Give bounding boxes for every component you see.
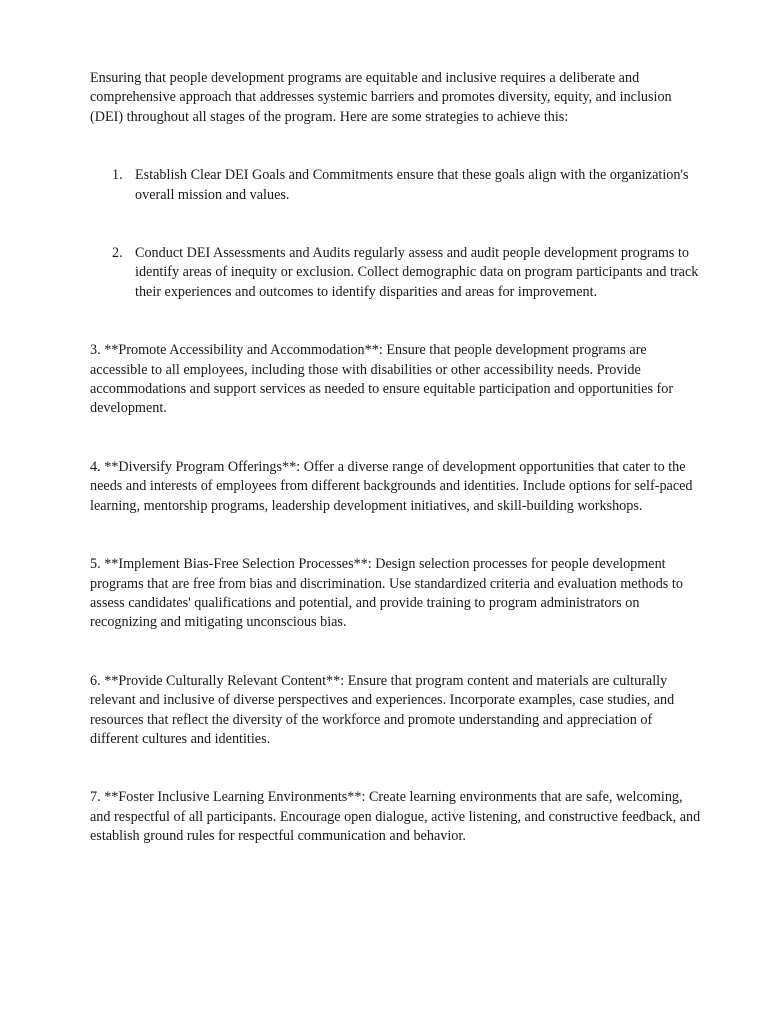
strategy-paragraph-3: 3. **Promote Accessibility and Accommodation**: Ensure that people development programs are accessible to all employees, including those with disabilities or other accessibility needs. Provide accommodations and support services as needed to ensure equitable participation and opportunities for development. [90, 342, 674, 417]
list-item [90, 244, 702, 302]
strategy-paragraph-5: 5. **Implement Bias-Free Selection Processes**: Design selection processes for people development programs that are free from bias and discrimination. Use standardized criteria and evaluation methods to assess candidates' qualifications and potential, and provide training to program administrators on recognizing and mitigating unconscious bias. [90, 556, 683, 631]
list-item-text: Establish Clear DEI Goals and Commitments ensure that these goals align with the organization's overall mission and values. [135, 167, 689, 203]
intro-paragraph: Ensuring that people development programs are equitable and inclusive requires a deliberate and comprehensive approach that addresses systemic barriers and promotes diversity, equity, and inclusion (DEI) throughout all stages of the program. Here are some strategies to achieve this: [90, 70, 672, 125]
list-item-number: 1. [112, 167, 123, 184]
document-page [90, 69, 702, 886]
list-item [90, 166, 702, 205]
list-item-number: 2. [112, 245, 123, 262]
numbered-list [90, 166, 702, 302]
strategy-paragraph-6: 6. **Provide Culturally Relevant Content**: Ensure that program content and materials are culturally relevant and inclusive of diverse perspectives and experiences. Incorporate examples, case studies, and resources that reflect the diversity of the workforce and promote understanding and appreciation of different cultures and identities. [90, 672, 675, 747]
strategy-paragraph-4: 4. **Diversify Program Offerings**: Offer a diverse range of development opportunities that cater to the needs and interests of employees from different backgrounds and identities. Include options for self-paced learning, mentorship programs, leadership development initiatives, and skill-building workshops. [90, 458, 693, 514]
strategy-paragraph-7: 7. **Foster Inclusive Learning Environments**: Create learning environments that are safe, welcoming, and respectful of all participants. Encourage open dialogue, active listening, and constructive feedback, and establish ground rules for respectful communication and behavior. [90, 789, 701, 845]
list-item-text: Conduct DEI Assessments and Audits regularly assess and audit people development programs to identify areas of inequity or exclusion. Collect demographic data on program participants and track their experiences and outcomes to identify disparities and areas for improvement. [135, 245, 699, 300]
